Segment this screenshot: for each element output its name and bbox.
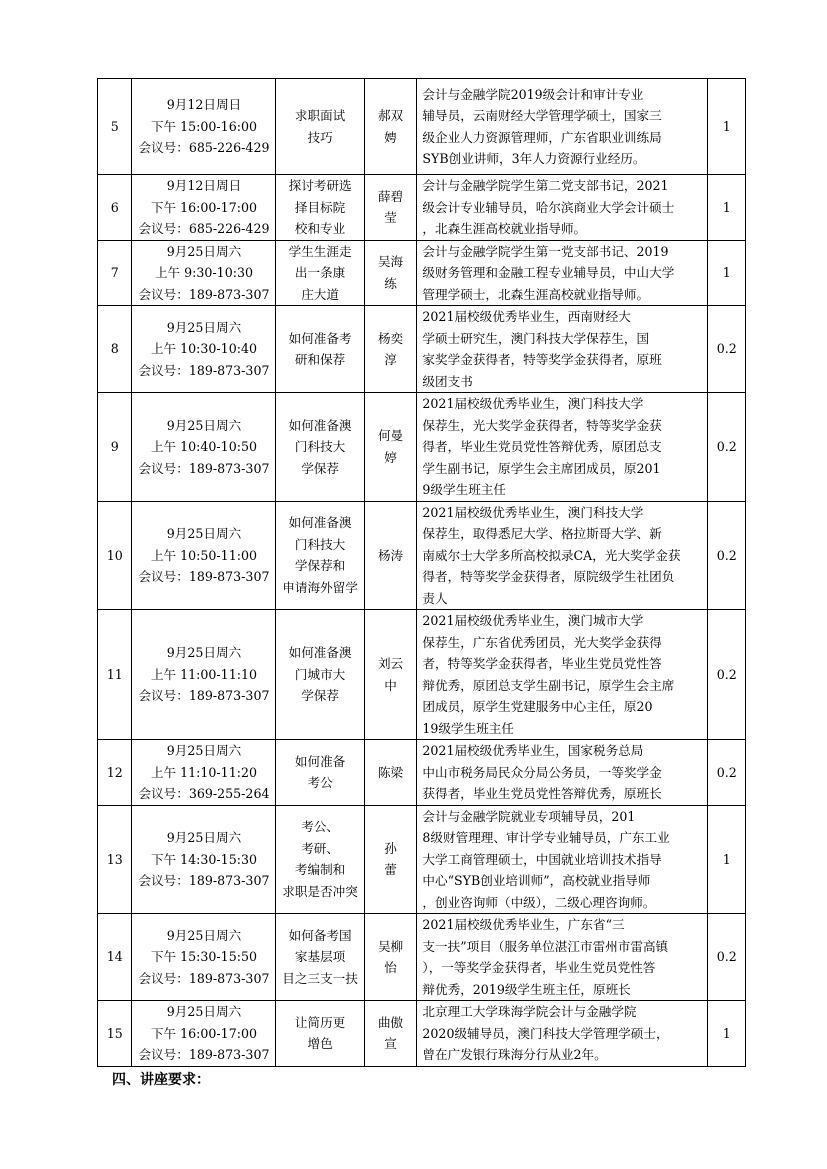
meeting-id: 会议号：189-873-307 — [138, 286, 270, 302]
meeting-id: 会议号：189-873-307 — [138, 970, 270, 986]
speaker-bio-line: 8级财管理理、审计学专业辅导员，广东工业 — [422, 830, 670, 845]
credit-value: 0.2 — [708, 393, 746, 502]
lecture-topic — [276, 175, 364, 241]
speaker-bio — [417, 175, 708, 241]
row-index: 12 — [98, 740, 132, 806]
speaker-name-line: 淳 — [384, 352, 397, 367]
row-index: 14 — [98, 914, 132, 1001]
speaker-name — [364, 1001, 417, 1067]
speaker-bio-line: 大学工商管理硕士，中国就业培训技术指导 — [422, 851, 662, 867]
speaker-bio-line: 级会计专业辅导员，哈尔滨商业大学会计硕士 — [422, 199, 675, 215]
speaker-name-line: 怡 — [384, 960, 397, 975]
lecture-topic-line: 考公 — [307, 775, 333, 791]
speaker-bio-line: SYB创业讲师，3年人力资源行业经历。 — [422, 151, 646, 166]
lecture-topic-line: 如何准备澳 — [288, 417, 352, 433]
meeting-id: 会议号：189-873-307 — [138, 688, 270, 704]
credit-value: 1 — [708, 79, 746, 175]
speaker-name — [364, 306, 417, 393]
lecture-topic — [276, 393, 364, 502]
lecture-topic — [276, 501, 364, 610]
speaker-bio-line: 团成员，原学生党建服务中心主任，原20 — [422, 699, 653, 714]
speaker-bio-line: 支一扶”项目（服务单位湛江市雷州市雷高镇 — [422, 938, 669, 954]
speaker-name-line: 娉 — [384, 129, 397, 145]
row-index: 11 — [98, 610, 132, 740]
session-time-cell — [132, 501, 276, 610]
speaker-name-line: 婷 — [384, 449, 397, 465]
lecture-topic-line: 择目标院 — [294, 199, 346, 215]
speaker-name — [364, 240, 417, 306]
credit-value: 0.2 — [708, 610, 746, 740]
lecture-topic-line: 让简历更 — [294, 1014, 346, 1030]
speaker-bio-line: 会计与金融学院学生第一党支部书记、2019 — [422, 243, 669, 259]
speaker-bio — [417, 501, 708, 610]
speaker-name-line: 薛碧 — [377, 188, 404, 204]
speaker-name-line: 郝双 — [377, 108, 404, 123]
lecture-topic-line: 如何准备澳 — [288, 515, 352, 531]
speaker-name — [364, 610, 417, 740]
speaker-bio-line: 级企业人力资源管理师，广东省职业训练局 — [422, 129, 662, 145]
table-row — [98, 914, 746, 1001]
speaker-name-line: 曲傲 — [377, 1014, 404, 1030]
row-index: 7 — [98, 240, 132, 306]
speaker-bio-line: 管理学硕士，北森生涯高校就业指导师。 — [422, 286, 650, 302]
speaker-bio-line: 者，特等奖学金获得者，毕业生党员党性答 — [422, 656, 662, 671]
speaker-name — [364, 805, 417, 914]
speaker-bio-line: 辩优秀，原团总支学生副书记，原学生会主席 — [422, 677, 675, 693]
session-time-cell — [132, 240, 276, 306]
speaker-bio-line: 2021届校级优秀毕业生，广东省“三 — [422, 917, 625, 932]
lecture-topic-line: 考编制和 — [294, 862, 346, 878]
session-time-cell — [132, 393, 276, 502]
lecture-topic-line: 学生生涯走 — [288, 243, 352, 259]
speaker-name-line: 中 — [384, 677, 397, 693]
speaker-bio-line: 责人 — [422, 590, 448, 606]
lecture-topic-line: 考研、 — [301, 840, 339, 856]
speaker-bio-line: 得者，特等奖学金获得者，原院级学生社团负 — [422, 569, 675, 584]
speaker-bio-line: 会计与金融学院2019级会计和审计专业 — [422, 86, 644, 102]
session-time-cell — [132, 306, 276, 393]
table-row — [98, 501, 746, 610]
session-day: 9月25日周六 — [166, 319, 242, 335]
credit-value: 1 — [708, 240, 746, 306]
speaker-bio-line: 2021届校级优秀毕业生，西南财经大 — [422, 309, 631, 324]
lecture-topic — [276, 805, 364, 914]
lecture-topic-line: 门科技大 — [294, 439, 346, 454]
speaker-bio-line: 19级学生班主任 — [422, 720, 514, 736]
speaker-bio-line: 会计与金融学院学生第二党支部书记，2021 — [422, 178, 669, 193]
lecture-topic-line: 学保荐 — [301, 460, 339, 476]
session-day: 9月25日周六 — [166, 830, 242, 845]
speaker-bio-line: 2020级辅导员，澳门科技大学管理学硕士， — [422, 1025, 669, 1041]
speaker-bio-line: 中山市税务局民众分局公务员，一等奖学金 — [422, 764, 662, 780]
lecture-topic-line: 如何准备澳 — [288, 645, 352, 661]
speaker-name-line: 杨涛 — [377, 547, 404, 563]
speaker-bio-line: ，创业咨询师（中级），二级心理咨询师。 — [422, 894, 656, 910]
lecture-schedule-table — [97, 78, 746, 1067]
speaker-name-line: 吴海 — [377, 254, 404, 270]
lecture-topic-line: 庄大道 — [301, 286, 339, 302]
speaker-name — [364, 740, 417, 806]
speaker-bio-line: 2021届校级优秀毕业生，澳门科技大学 — [422, 504, 644, 520]
lecture-topic-line: 如何备考国 — [288, 927, 352, 943]
lecture-topic-line: 求职面试 — [294, 108, 346, 123]
speaker-bio-line: 会计与金融学院就业专项辅导员，201 — [422, 808, 636, 824]
speaker-bio-line: 家奖学金获得者，特等奖学金获得者，原班 — [422, 352, 662, 367]
speaker-name — [364, 501, 417, 610]
speaker-bio-line: 2021届校级优秀毕业生，澳门城市大学 — [422, 613, 644, 628]
lecture-topic-line: 学保荐 — [301, 688, 339, 704]
speaker-bio-line: 2021届校级优秀毕业生，国家税务总局 — [422, 743, 644, 758]
table-row — [98, 610, 746, 740]
credit-value: 1 — [708, 805, 746, 914]
meeting-id: 会议号：685-226-429 — [138, 221, 270, 236]
table-row — [98, 306, 746, 393]
speaker-bio — [417, 393, 708, 502]
section-heading: 四、讲座要求： — [112, 1072, 210, 1088]
lecture-topic — [276, 240, 364, 306]
lecture-topic-line: 考公、 — [301, 819, 339, 835]
lecture-topic-line: 校和专业 — [294, 221, 346, 236]
row-index: 13 — [98, 805, 132, 914]
speaker-bio-line: 南威尔士大学多所高校拟录CA，光大奖学金获 — [422, 547, 681, 563]
credit-value: 1 — [708, 175, 746, 241]
table-row — [98, 740, 746, 806]
speaker-name-line: 练 — [384, 275, 397, 291]
session-time: 下午 15:00-16:00 — [150, 118, 257, 134]
speaker-bio — [417, 1001, 708, 1067]
meeting-id: 会议号：189-873-307 — [138, 1047, 270, 1062]
session-time: 下午 15:30-15:50 — [150, 949, 257, 965]
speaker-bio-line: 保荐生，光大奖学金获得者，特等奖学金获 — [422, 417, 662, 433]
session-time: 下午 16:00-17:00 — [150, 1025, 257, 1041]
meeting-id: 会议号：189-873-307 — [138, 460, 270, 476]
speaker-bio-line: 曾在广发银行珠海分行从业2年。 — [422, 1047, 607, 1062]
speaker-bio-line: 北京理工大学珠海学院会计与金融学院 — [422, 1004, 637, 1019]
speaker-bio — [417, 79, 708, 175]
row-index: 8 — [98, 306, 132, 393]
speaker-bio — [417, 306, 708, 393]
session-day: 9月25日周六 — [166, 417, 242, 433]
row-index: 15 — [98, 1001, 132, 1067]
speaker-bio — [417, 914, 708, 1001]
lecture-topic — [276, 306, 364, 393]
speaker-name-line: 刘云 — [377, 656, 404, 671]
table-row — [98, 1001, 746, 1067]
speaker-name-line: 孙 — [384, 840, 397, 856]
speaker-bio-line: 辩优秀，2019级学生班主任，原班长 — [422, 981, 631, 997]
speaker-bio-line: 级团支书 — [422, 373, 473, 389]
table-row — [98, 240, 746, 306]
session-time: 下午 16:00-17:00 — [150, 199, 257, 215]
session-time-cell — [132, 1001, 276, 1067]
speaker-bio-line: 中心“SYB创业培训师”，高校就业指导师 — [422, 873, 651, 888]
credit-value: 0.2 — [708, 306, 746, 393]
speaker-bio-line: 辅导员，云南财经大学管理学硕士，国家三 — [422, 108, 662, 123]
table-row — [98, 79, 746, 175]
credit-value: 1 — [708, 1001, 746, 1067]
lecture-topic-line: 探讨考研选 — [288, 178, 352, 193]
meeting-id: 会议号：189-873-307 — [138, 569, 270, 584]
session-time-cell — [132, 610, 276, 740]
speaker-bio-line: ，北森生涯高校就业指导师。 — [422, 221, 587, 236]
lecture-topic-line: 家基层项 — [294, 949, 346, 965]
lecture-schedule-body — [98, 79, 746, 1067]
row-index: 10 — [98, 501, 132, 610]
lecture-topic — [276, 1001, 364, 1067]
speaker-name-line: 杨奕 — [377, 330, 404, 346]
speaker-bio-line: 学硕士研究生，澳门科技大学保荐生，国 — [422, 330, 650, 346]
speaker-name-line: 宣 — [384, 1036, 397, 1052]
lecture-topic-line: 如何准备考 — [288, 330, 352, 346]
session-day: 9月25日周六 — [166, 526, 242, 541]
session-day: 9月25日周六 — [166, 927, 242, 943]
speaker-name-line: 蕾 — [384, 862, 397, 878]
row-index: 5 — [98, 79, 132, 175]
session-day: 9月25日周六 — [166, 243, 242, 259]
speaker-name-line: 陈梁 — [377, 764, 404, 780]
lecture-topic — [276, 914, 364, 1001]
lecture-topic-line: 门城市大 — [294, 666, 346, 682]
lecture-topic-line: 研和保荐 — [294, 352, 346, 367]
session-time-cell — [132, 914, 276, 1001]
speaker-bio-line: 保荐生，广东省优秀团员，光大奖学金获得 — [422, 634, 662, 650]
speaker-name — [364, 175, 417, 241]
speaker-name-line: 莹 — [384, 210, 397, 226]
speaker-bio-line: 学生副书记，原学生会主席团成员，原201 — [422, 460, 661, 476]
session-time: 上午 10:50-11:00 — [150, 547, 257, 563]
table-row — [98, 805, 746, 914]
session-time: 上午 10:40-10:50 — [150, 439, 257, 454]
speaker-bio-line: 级财务管理和金融工程专业辅导员，中山大学 — [422, 265, 675, 280]
speaker-bio-line: 保荐生，取得悉尼大学、格拉斯哥大学、新 — [422, 526, 662, 541]
lecture-topic-line: 如何准备 — [294, 753, 346, 769]
meeting-id: 会议号：685-226-429 — [138, 140, 270, 156]
lecture-topic-line: 出一条康 — [294, 265, 346, 280]
session-time: 下午 14:30-15:30 — [150, 851, 257, 867]
meeting-id: 会议号：189-873-307 — [138, 873, 270, 888]
meeting-id: 会议号：189-873-307 — [138, 362, 270, 378]
lecture-topic-line: 求职是否冲突 — [282, 883, 358, 899]
speaker-name — [364, 79, 417, 175]
lecture-topic-line: 技巧 — [307, 129, 333, 145]
session-time: 上午 10:30-10:40 — [150, 341, 257, 357]
session-time-cell — [132, 740, 276, 806]
credit-value: 0.2 — [708, 740, 746, 806]
lecture-topic-line: 门科技大 — [294, 536, 346, 552]
credit-value: 0.2 — [708, 501, 746, 610]
lecture-topic-line: 增色 — [307, 1036, 333, 1052]
speaker-name — [364, 393, 417, 502]
session-time-cell — [132, 175, 276, 241]
speaker-bio-line: 获得者，毕业生党员党性答辩优秀，原班长 — [422, 786, 662, 801]
credit-value: 0.2 — [708, 914, 746, 1001]
table-row — [98, 393, 746, 502]
lecture-topic-line: 目之三支一扶 — [282, 970, 358, 986]
session-day: 9月12日周日 — [166, 97, 242, 113]
speaker-bio-line: ），一等奖学金获得者，毕业生党员党性答 — [422, 960, 656, 975]
speaker-bio — [417, 610, 708, 740]
meeting-id: 会议号：369-255-264 — [138, 786, 270, 801]
session-day: 9月25日周六 — [166, 645, 242, 661]
lecture-topic-line: 申请海外留学 — [282, 579, 358, 595]
row-index: 9 — [98, 393, 132, 502]
lecture-topic — [276, 740, 364, 806]
session-time: 上午 11:10-11:20 — [150, 764, 257, 780]
session-day: 9月25日周六 — [166, 743, 242, 758]
session-time: 上午 11:00-11:10 — [150, 666, 257, 682]
speaker-name-line: 吴柳 — [377, 938, 404, 954]
speaker-bio-line: 9级学生班主任 — [422, 482, 506, 497]
speaker-bio — [417, 240, 708, 306]
lecture-topic — [276, 79, 364, 175]
session-day: 9月25日周六 — [166, 1004, 242, 1019]
speaker-bio-line: 得者，毕业生党员党性答辩优秀，原团总支 — [422, 439, 662, 454]
table-row — [98, 175, 746, 241]
session-time-cell — [132, 805, 276, 914]
speaker-name-line: 何曼 — [377, 428, 404, 444]
speaker-bio — [417, 740, 708, 806]
speaker-name — [364, 914, 417, 1001]
speaker-bio — [417, 805, 708, 914]
row-index: 6 — [98, 175, 132, 241]
session-time-cell — [132, 79, 276, 175]
lecture-topic — [276, 610, 364, 740]
session-day: 9月12日周日 — [166, 178, 242, 193]
lecture-topic-line: 学保荐和 — [294, 558, 346, 574]
session-time: 上午 9:30-10:30 — [154, 265, 253, 280]
speaker-bio-line: 2021届校级优秀毕业生，澳门科技大学 — [422, 396, 644, 411]
